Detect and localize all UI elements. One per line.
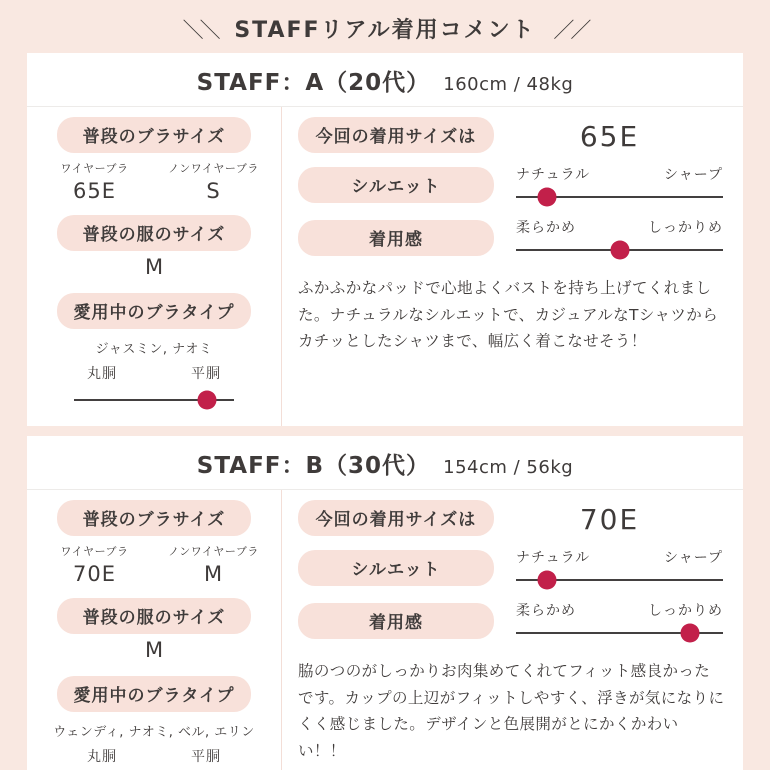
wearing-size-value: 70E — [579, 502, 640, 536]
silhouette-right-label: シャープ — [663, 167, 723, 183]
slider-dot — [197, 391, 216, 410]
silhouette-slider — [516, 547, 723, 589]
staff-a-card — [27, 53, 743, 426]
staff-b-review-column — [282, 490, 743, 770]
slider-track — [516, 249, 723, 251]
silhouette-right-label: シャープ — [663, 550, 723, 566]
wearing-size-value: 65E — [579, 119, 640, 153]
slider-dot — [538, 188, 557, 207]
usual-clothes-size-label: 普段の服のサイズ — [57, 215, 251, 251]
bra-types-value: ジャスミン, ナオミ — [95, 342, 213, 357]
staff-b-profile-column — [27, 490, 282, 770]
fit-left-label: 柔らかめ — [516, 220, 576, 236]
staff-comment: 脇のつのがしっかりお肉集めてくれてフィット感良かったです。カップの上辺がフィットしやすく、浮きが気になりにくく感じました。デザインと色展開がとにかくかわいい！！ — [298, 662, 725, 760]
page-title-text: STAFFリアル着用コメント — [234, 18, 536, 43]
wire-bra-size-value: 70E — [73, 562, 116, 586]
staff-b-card — [27, 436, 743, 770]
slider-dot — [680, 624, 699, 643]
slider-dot — [610, 241, 629, 260]
non-wire-bra-size-value: M — [203, 562, 224, 586]
fit-feel-slider — [516, 217, 723, 259]
torso-shape-slider — [74, 363, 234, 410]
usual-bra-size-label: 普段のブラサイズ — [57, 500, 251, 536]
slider-dot — [538, 571, 557, 590]
right-slashes-decoration: ／／ — [553, 18, 588, 42]
bra-size-grid — [35, 160, 273, 203]
slider-track — [516, 579, 723, 581]
staff-a-review-column — [282, 107, 743, 426]
non-wire-bra-label: ノンワイヤーブラ — [168, 162, 259, 175]
wearing-size-label: 今回の着用サイズは — [298, 117, 494, 153]
fit-right-label: しっかりめ — [648, 603, 723, 619]
slider-track — [516, 632, 723, 634]
torso-left-label: 丸胴 — [87, 749, 117, 765]
fit-feel-slider — [516, 600, 723, 642]
usual-clothes-size-label: 普段の服のサイズ — [57, 598, 251, 634]
torso-right-label: 平胴 — [191, 749, 221, 765]
silhouette-label: シルエット — [298, 167, 494, 203]
fit-left-label: 柔らかめ — [516, 603, 576, 619]
staff-comment: ふかふかなパッドで心地よくバストを持ち上げてくれました。ナチュラルなシルエットで、カジュアルなTシャツからカチッとしたシャツまで、幅広く着こなせそう！ — [298, 279, 719, 351]
staff-a-profile-column — [27, 107, 282, 426]
wire-bra-size-value: 65E — [73, 179, 116, 203]
usual-bra-size-label: 普段のブラサイズ — [57, 117, 251, 153]
clothes-size-value: M — [144, 638, 164, 662]
silhouette-left-label: ナチュラル — [516, 550, 591, 566]
wire-bra-label: ワイヤーブラ — [60, 545, 129, 558]
silhouette-label: シルエット — [298, 550, 494, 586]
staff-name: STAFF：B（30代） — [196, 453, 431, 479]
staff-stats: 160cm / 48kg — [443, 74, 574, 95]
favorite-bra-type-label: 愛用中のブラタイプ — [57, 676, 251, 712]
bra-size-grid — [35, 543, 273, 586]
torso-right-label: 平胴 — [191, 366, 221, 382]
slider-track — [516, 196, 723, 198]
slider-track — [74, 399, 234, 401]
non-wire-bra-label: ノンワイヤーブラ — [168, 545, 259, 558]
staff-name: STAFF：A（20代） — [196, 70, 431, 96]
page-title — [0, 0, 770, 53]
staff-b-header — [27, 436, 743, 490]
fit-right-label: しっかりめ — [648, 220, 723, 236]
torso-left-label: 丸胴 — [87, 366, 117, 382]
silhouette-left-label: ナチュラル — [516, 167, 591, 183]
fit-feel-label: 着用感 — [298, 220, 494, 256]
staff-a-header — [27, 53, 743, 107]
wire-bra-label: ワイヤーブラ — [60, 162, 129, 175]
wearing-size-label: 今回の着用サイズは — [298, 500, 494, 536]
fit-feel-label: 着用感 — [298, 603, 494, 639]
staff-stats: 154cm / 56kg — [443, 457, 574, 478]
torso-shape-slider — [74, 746, 234, 770]
favorite-bra-type-label: 愛用中のブラタイプ — [57, 293, 251, 329]
bra-types-value: ウェンディ, ナオミ, ベル, エリン — [53, 725, 255, 740]
non-wire-bra-size-value: S — [206, 179, 221, 203]
clothes-size-value: M — [144, 255, 164, 279]
left-slashes-decoration: ＼＼ — [182, 18, 217, 42]
silhouette-slider — [516, 164, 723, 206]
